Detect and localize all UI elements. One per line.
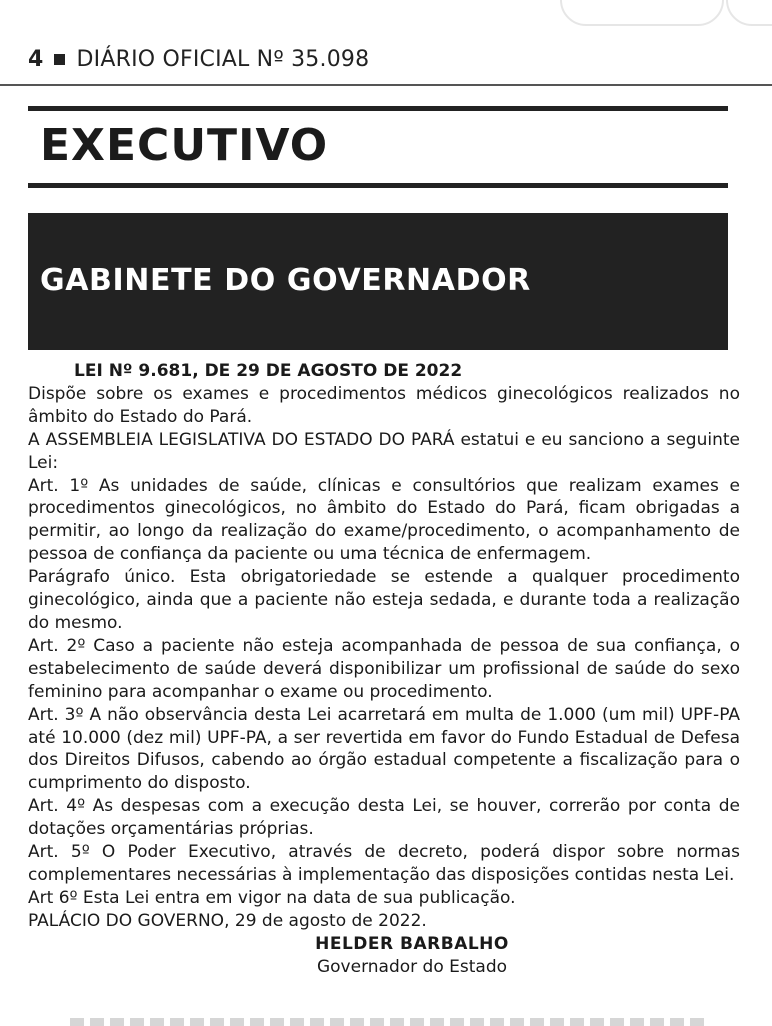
section-rule-top	[28, 106, 728, 111]
law-article: Art 6º Esta Lei entra em vigor na data de sua publicação.	[28, 887, 516, 908]
law-title: LEI Nº 9.681, DE 29 DE AGOSTO DE 2022	[74, 361, 463, 381]
next-page-text-fragment	[70, 1018, 710, 1026]
law-article: Art. 5º O Poder Executivo, através de decreto, poderá dispor sobre normas complementares necessárias à implementação das disposições contidas nesta Lei.	[28, 842, 740, 885]
square-bullet-icon	[54, 54, 65, 65]
law-paragraph: Parágrafo único. Esta obrigatoriedade se estende a qualquer procedimento ginecológico, ainda que a paciente não esteja sedada, e durante toda a realização do mesmo.	[28, 567, 740, 633]
signer-role: Governador do Estado	[316, 956, 508, 977]
law-article: Art. 4º As despesas com a execução desta Lei, se houver, correrão por conta de dotações orçamentárias próprias.	[28, 796, 740, 840]
section-title: EXECUTIVO	[40, 120, 329, 171]
page-header	[28, 42, 369, 76]
decorative-corner-shape	[560, 0, 724, 26]
law-preamble: A ASSEMBLEIA LEGISLATIVA DO ESTADO DO PARÁ estatui e eu sanciono a seguinte Lei:	[28, 429, 740, 473]
law-summary: Dispõe sobre os exames e procedimentos médicos ginecológicos realizados no âmbito do Estado do Pará.	[28, 383, 740, 427]
header-divider	[0, 84, 772, 86]
section-rule-bottom	[28, 183, 728, 188]
banner-title: GABINETE DO GOVERNADOR	[40, 263, 531, 298]
law-article: Art. 3º A não observância desta Lei acarretará em multa de 1.000 (um mil) UPF-PA até 10.000 (dez mil) UPF-PA, a ser revertida em favor do Fundo Estadual de Defesa dos Direitos Difusos, cabendo ao órgão estadual competente a fiscalização para o cumprimento do disposto.	[28, 704, 740, 794]
law-closing: PALÁCIO DO GOVERNO, 29 de agosto de 2022.	[28, 910, 427, 931]
department-banner	[28, 213, 728, 350]
page-number: 4	[28, 46, 44, 72]
publication-title: DIÁRIO OFICIAL Nº 35.098	[76, 46, 370, 72]
law-article: Art. 2º Caso a paciente não esteja acompanhada de pessoa de sua confiança, o estabelecimento de saúde deverá disponibilizar um profissional de saúde do sexo feminino para acompanhar o exame ou procedimento.	[28, 635, 740, 702]
law-text	[28, 360, 740, 978]
decorative-corner-shape	[726, 0, 772, 26]
law-article: Art. 1º As unidades de saúde, clínicas e consultórios que realizam exames e procedimentos ginecológicos, no âmbito do Estado do Pará, ficam obrigadas a permitir, ao longo da realização do exame/procedimento, o acompanhamento de pessoa de confiança da paciente ou uma técnica de enfermagem.	[28, 475, 740, 565]
signer-name: HELDER BARBALHO	[315, 933, 509, 954]
